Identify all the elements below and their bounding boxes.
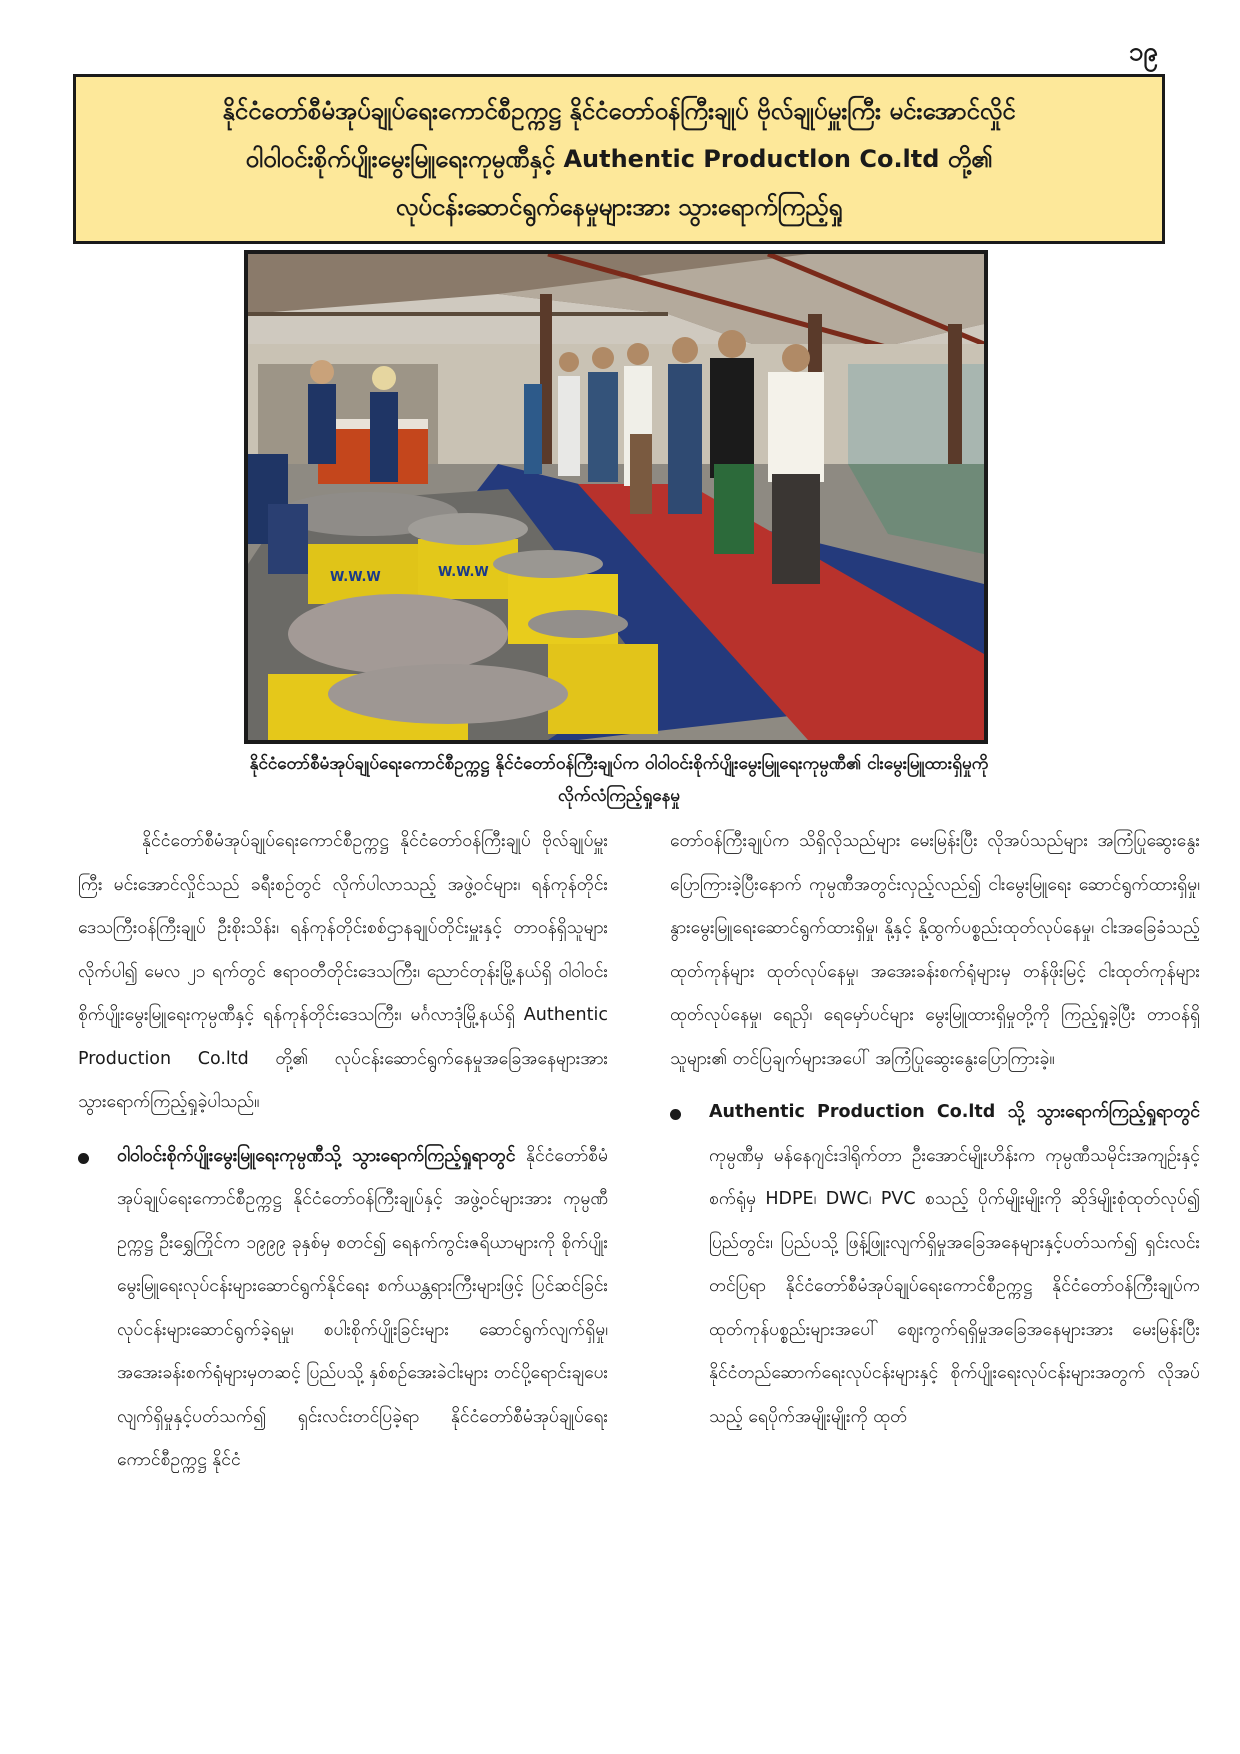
bullet-lead-authentic: Authentic Production Co.ltd သို့ သွားရောက်ကြည့်ရှုရာတွင်: [709, 1102, 1200, 1122]
crate-label-1: W.W.W: [330, 570, 381, 585]
headline-line-3: လုပ်ငန်းဆောင်ရွက်နေမှုများအား သွားရောက်ကြည့်ရှု: [395, 193, 843, 221]
headline-box: [73, 74, 1165, 244]
headline-line-1: နိုင်ငံတော်စီမံအုပ်ချုပ်ရေးကောင်စီဥက္ကဋ္ဌ နိုင်ငံတော်ဝန်ကြီးချုပ် ဗိုလ်ချုပ်မှူးကြီး မင်းအောင်လှိုင်: [222, 97, 1016, 125]
bullet-paragraph-authentic: [670, 1091, 1200, 1439]
left-column: [78, 820, 608, 1483]
bullet-text-authentic: ကုမ္ပဏီမှ မန်နေဂျင်းဒါရိုက်တာ ဦးအောင်မျိုးဟိန်းက ကုမ္ပဏီသမိုင်းအကျဉ်းနှင့် စက်ရုံမှ HDPE၊ DWC၊ PVC စသည့် ပိုက်မျိုးမျိုးကို ဆိုဒ်မျိုးစုံထုတ်လုပ်၍ ပြည်တွင်း၊ ပြည်ပသို့ ဖြန့်ဖြူးလျက်ရှိမှုအခြေအနေများနှင့်ပတ်သက်၍ ရှင်းလင်းတင်ပြရာ နိုင်ငံတော်စီမံအုပ်ချုပ်ရေးကောင်စီဥက္ကဋ္ဌ နိုင်ငံတော်ဝန်ကြီးချုပ်က ထုတ်ကုန်ပစ္စည်းများအပေါ် ဈေးကွက်ရရှိမှုအခြေအနေများအား မေးမြန်းပြီး နိုင်ငံတည်ဆောက်ရေးလုပ်ငန်းများနှင့် စိုက်ပျိုးရေးလုပ်ငန်းများအတွက် လိုအပ်သည့် ရေပိုက်အမျိုးမျိုးကို ထုတ်: [709, 1145, 1200, 1427]
right-column: [670, 820, 1200, 1439]
bullet-dot: [78, 1153, 89, 1164]
bullet-lead-wawawin: ဝါဝါဝင်းစိုက်ပျိုးမွေးမြူရေးကုမ္ပဏီသို့ သွားရောက်ကြည့်ရှုရာတွင်: [117, 1145, 516, 1166]
news-photo: [244, 250, 988, 744]
bullet-dot: [670, 1109, 681, 1120]
photo-caption: [73, 748, 1165, 812]
headline-line-2: ဝါဝါဝင်းစိုက်ပျိုးမွေးမြူရေးကုမ္ပဏီနှင့် Authentic Productlon Co.ltd တို့၏: [245, 145, 993, 173]
intro-paragraph: နိုင်ငံတော်စီမံအုပ်ချုပ်ရေးကောင်စီဥက္ကဋ္ဌ နိုင်ငံတော်ဝန်ကြီးချုပ် ဗိုလ်ချုပ်မှူးကြီး မင်းအောင်လှိုင်သည် ခရီးစဉ်တွင် လိုက်ပါလာသည့် အဖွဲ့ဝင်များ၊ ရန်ကုန်တိုင်းဒေသကြီးဝန်ကြီးချုပ် ဦးစိုးသိန်း၊ ရန်ကုန်တိုင်းစစ်ဌာနချုပ်တိုင်းမှူးနှင့် တာဝန်ရှိသူများလိုက်ပါ၍ မေလ ၂၁ ရက်တွင် ဧရာဝတီတိုင်းဒေသကြီး၊ ညောင်တုန်းမြို့နယ်ရှိ ဝါဝါဝင်းစိုက်ပျိုးမွေးမြူရေးကုမ္ပဏီနှင့် ရန်ကုန်တိုင်းဒေသကြီး၊ မင်္ဂလာဒုံမြို့နယ်ရှိ Authentic Production Co.ltd တို့၏ လုပ်ငန်းဆောင်ရွက်နေမှုအခြေအနေများအား သွားရောက်ကြည့်ရှုခဲ့ပါသည်။: [78, 831, 608, 1112]
page-number: ၁၉: [1128, 37, 1158, 67]
caption-line-2: လိုက်လံကြည့်ရှုနေမှု: [558, 786, 680, 806]
bullet-paragraph-wawawin: [78, 1135, 608, 1483]
continuation-paragraph: တော်ဝန်ကြီးချုပ်က သိရှိလိုသည်များ မေးမြန်းပြီး လိုအပ်သည်များ အကြံပြုဆွေးနွေးပြောကြားခဲ့ပြီးနောက် ကုမ္ပဏီအတွင်းလှည့်လည်၍ ငါးမွေးမြူရေး ဆောင်ရွက်ထားရှိမှု၊ နွားမွေးမြူရေးဆောင်ရွက်ထားရှိမှု၊ နို့နှင့် နို့ထွက်ပစ္စည်းထုတ်လုပ်နေမှု၊ ငါးအခြေခံသည့် ထုတ်ကုန်များ ထုတ်လုပ်နေမှု၊ အအေးခန်းစက်ရုံများမှ တန်ဖိုးမြင့် ငါးထုတ်ကုန်များထုတ်လုပ်နေမှု၊ ရေညှိ၊ ရေမှော်ပင်များ မွေးမြူထားရှိမှုတို့ကို ကြည့်ရှုခဲ့ပြီး တာဝန်ရှိသူများ၏ တင်ပြချက်များအပေါ် အကြံပြုဆွေးနွေးပြောကြားခဲ့။: [670, 831, 1200, 1069]
crate-label-2: W.W.W: [438, 565, 489, 580]
caption-line-1: နိုင်ငံတော်စီမံအုပ်ချုပ်ရေးကောင်စီဥက္ကဋ္ဌ နိုင်ငံတော်ဝန်ကြီးချုပ်က ဝါဝါဝင်းစိုက်ပျိုးမွေးမြူရေးကုမ္ပဏီ၏ ငါးမွေးမြူထားရှိမှုကို: [249, 754, 989, 774]
bullet-text-wawawin: နိုင်ငံတော်စီမံအုပ်ချုပ်ရေးကောင်စီဥက္ကဋ္ဌ နိုင်ငံတော်ဝန်ကြီးချုပ်နှင့် အဖွဲ့ဝင်များအား ကုမ္ပဏီဥက္ကဋ္ဌ ဦးရွှေကြိုင်က ၁၉၉၉ ခုနှစ်မှ စတင်၍ ရေနက်ကွင်းဇရိယာများကို စိုက်ပျိုးမွေးမြူရေးလုပ်ငန်းများဆောင်ရွက်နိုင်ရေး စက်ယန္တရားကြီးများဖြင့် ပြင်ဆင်ခြင်းလုပ်ငန်းများဆောင်ရွက်ခဲ့ရမှု၊ စပါးစိုက်ပျိုးခြင်းများ ဆောင်ရွက်လျက်ရှိမှု၊ အအေးခန်းစက်ရုံများမှတဆင့် ပြည်ပသို့ နှစ်စဉ်အေးခဲငါးများ တင်ပို့ရောင်းချပေးလျက်ရှိမှုနှင့်ပတ်သက်၍ ရှင်းလင်းတင်ပြခဲ့ရာ နိုင်ငံတော်စီမံအုပ်ချုပ်ရေးကောင်စီဥက္ကဋ္ဌ နိုင်ငံ: [117, 1145, 608, 1470]
